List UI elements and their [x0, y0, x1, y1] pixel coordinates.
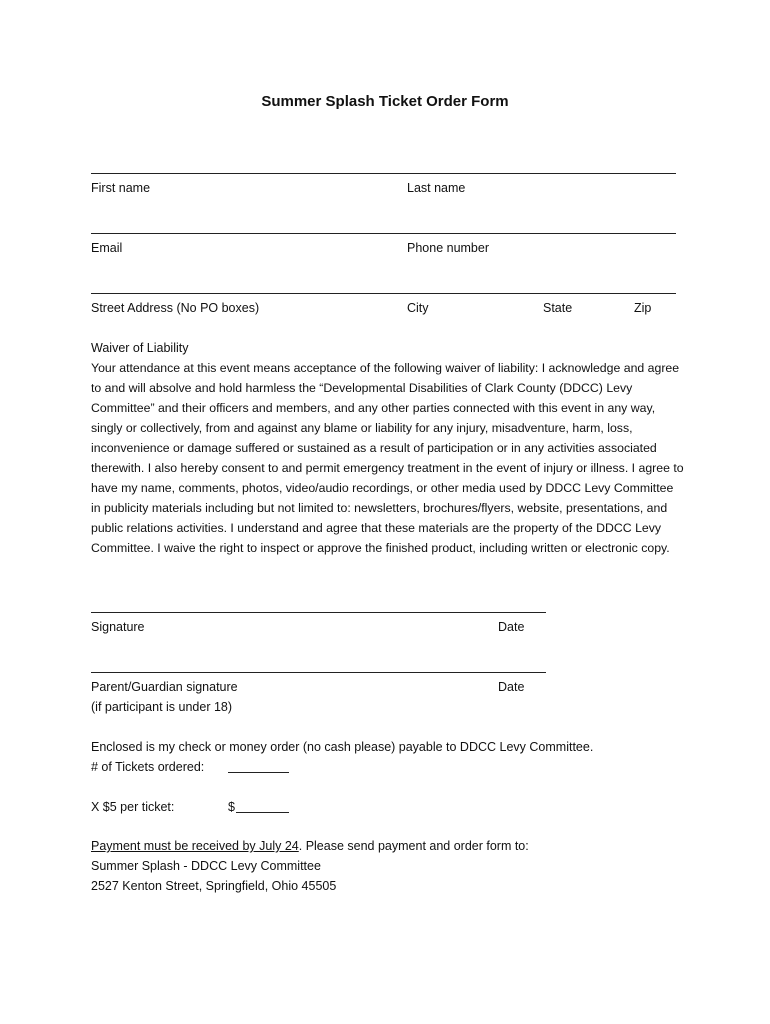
street-field[interactable]: [91, 275, 391, 293]
payment-instructions: . Please send payment and order form to:: [298, 839, 529, 853]
city-label: City: [407, 301, 429, 315]
payment-address: 2527 Kenton Street, Springfield, Ohio 45505: [91, 879, 337, 893]
payment-deadline: Payment must be received by July 24: [91, 839, 299, 853]
guardian-note: (if participant is under 18): [91, 700, 233, 714]
guardian-signature-label: Parent/Guardian signature: [91, 680, 238, 694]
waiver-heading: Waiver of Liability: [91, 341, 189, 355]
tickets-field[interactable]: [228, 756, 289, 772]
last-name-label: Last name: [407, 181, 466, 195]
price-label: X $5 per ticket:: [91, 800, 175, 814]
first-name-field[interactable]: [91, 155, 391, 173]
city-field[interactable]: [407, 275, 537, 293]
tickets-label: # of Tickets ordered:: [91, 760, 205, 774]
waiver-body: Your attendance at this event means acceptance of the following waiver of liability: I acknowledge and agree to and will absolve and hold harmless the “Developmental Disabilities of Clark County (DDCC) Levy Committee” and their officers and members, and any other parties connected with this event in any way, singly or collectively, from and against any blame or liability for any injury, misadventure, harm, loss, inconvenience or damage suffered or sustained as a result of participation or in any activities associated therewith. I also hereby consent to and permit emergency treatment in the event of injury or illness. I agree to have my name, comments, photos, video/audio recordings, or other media used by DDCC Levy Committee in publicity materials including but not limited to: newsletters, brochures/flyers, website, presentations, and public relations activities. I understand and agree that these materials are the property of the DDCC Levy Committee. I waive the right to inspect or approve the finished product, including written or electronic copy.: [91, 361, 684, 555]
tickets-blank: [228, 772, 289, 773]
total-blank: [236, 812, 289, 813]
first-name-label: First name: [91, 181, 151, 195]
guardian-signature-line: [91, 672, 546, 673]
total-field[interactable]: [236, 796, 289, 812]
phone-field[interactable]: [407, 215, 676, 233]
address-line: [91, 293, 676, 294]
waiver-section: [91, 338, 691, 558]
guardian-date-label: Date: [498, 680, 525, 694]
email-line: [91, 233, 676, 234]
zip-field[interactable]: [634, 275, 676, 293]
name-line: [91, 173, 676, 174]
dollar-sign: $: [228, 800, 235, 814]
payment-instructions-line: [91, 838, 529, 854]
state-label: State: [543, 301, 573, 315]
signature-line: [91, 612, 546, 613]
signature-date-label: Date: [498, 620, 525, 634]
state-field[interactable]: [543, 275, 628, 293]
zip-label: Zip: [634, 301, 652, 315]
payment-recipient: Summer Splash - DDCC Levy Committee: [91, 859, 321, 873]
enclosed-text: Enclosed is my check or money order (no cash please) payable to DDCC Levy Committee.: [91, 740, 594, 754]
signature-field[interactable]: [91, 594, 546, 612]
signature-label: Signature: [91, 620, 145, 634]
email-label: Email: [91, 241, 123, 255]
form-title: Summer Splash Ticket Order Form: [261, 93, 509, 110]
street-label: Street Address (No PO boxes): [91, 301, 260, 315]
guardian-signature-field[interactable]: [91, 654, 546, 672]
last-name-field[interactable]: [407, 155, 676, 173]
phone-label: Phone number: [407, 241, 490, 255]
email-field[interactable]: [91, 215, 391, 233]
